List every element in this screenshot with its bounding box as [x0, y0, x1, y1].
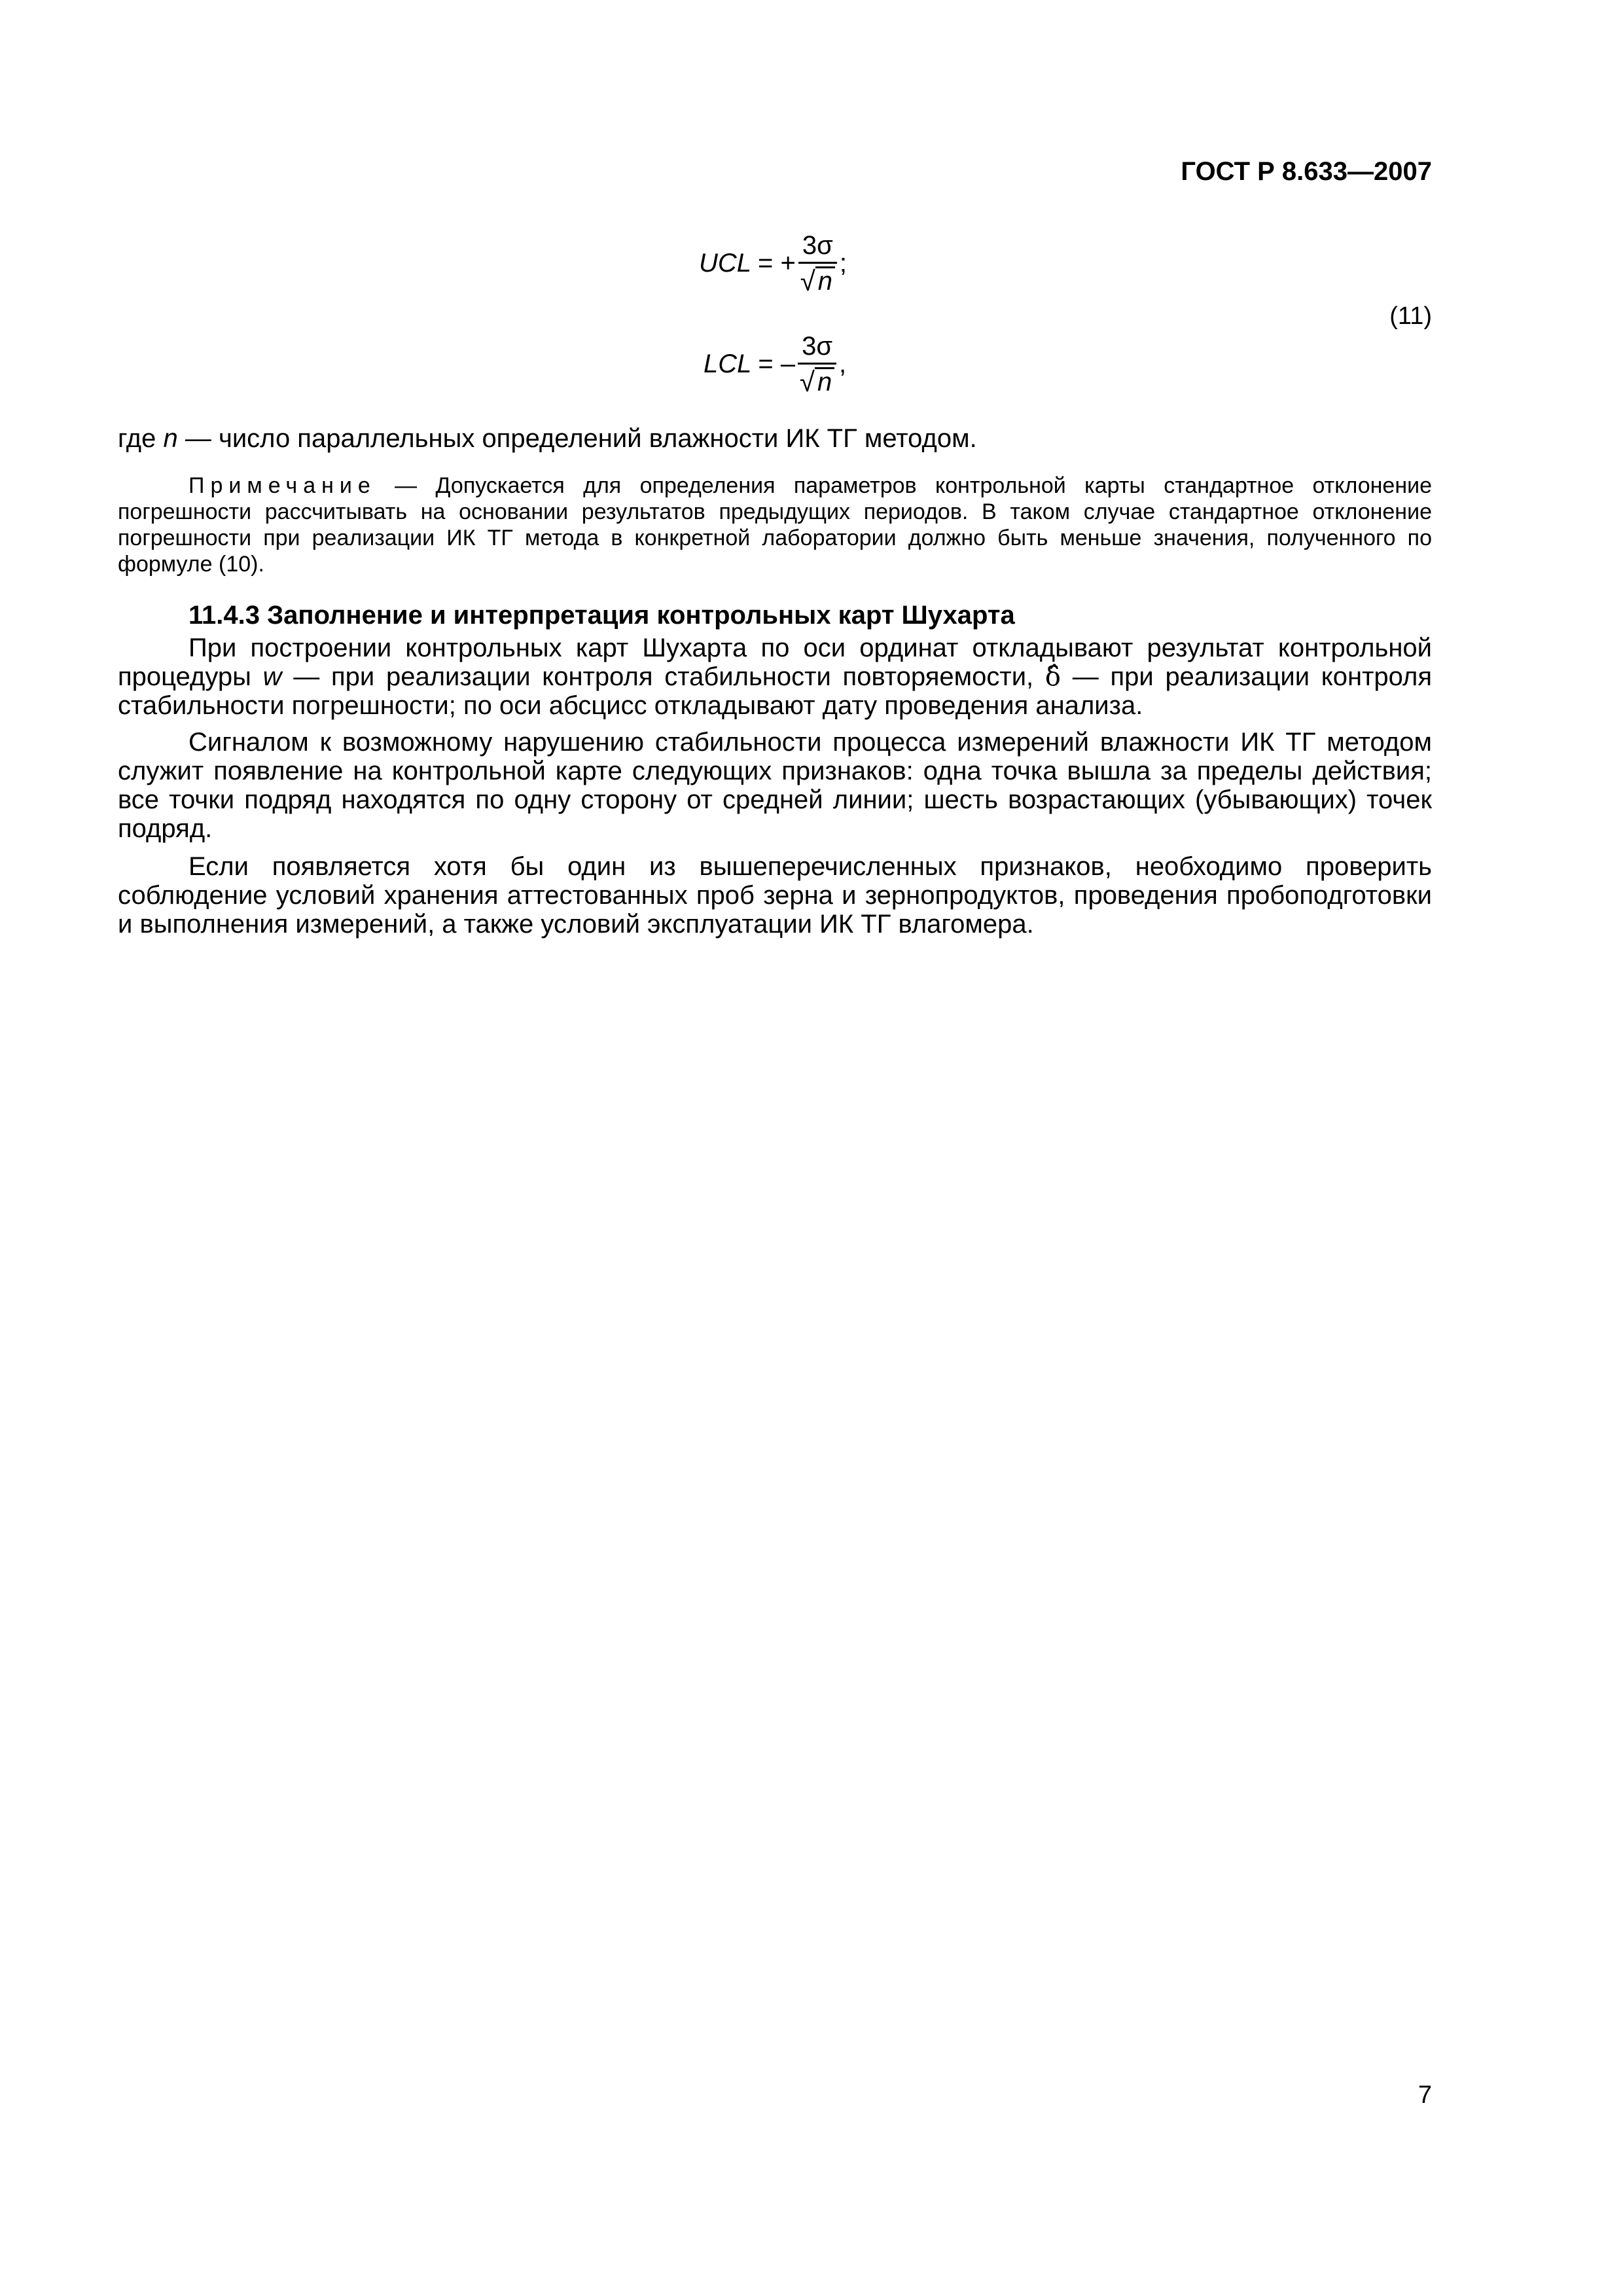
paragraph-1-part-a: При построении контрольных карт Шухарта по оси ординат откладывают результат контрольной процедуры	[118, 634, 1432, 691]
formula-lcl	[704, 331, 846, 397]
where-text: — число параллельных определений влажности ИК ТГ методом.	[177, 424, 977, 453]
formula-lcl-tail: ,	[839, 350, 847, 378]
note	[118, 473, 1432, 577]
where-var: n	[163, 424, 178, 453]
formula-lcl-eq: = –	[758, 350, 796, 378]
paragraph-3: Если появляется хотя бы один из вышеперечисленных признаков, необходимо проверить соблюдение условий хранения аттестованных проб зерна и зернопродуктов, проведения пробоподготовки и выполнения измерений, а также условий эксплуатации ИК ТГ влагомера.	[118, 852, 1432, 939]
note-label: Примечание	[188, 473, 376, 498]
formula-lcl-root-arg: n	[815, 367, 834, 395]
formula-ucl-tail: ;	[839, 249, 847, 278]
note-text: — Допускается для определения параметров контрольной карты стандартное отклонение погрешности рассчитывать на основании результатов предыдущих периодов. В таком случае стандартное отклонение погрешности при реализации ИК ТГ метода в конкретной лаборатории должно быть меньше значения, полученного по формуле (10).	[118, 473, 1432, 577]
paragraph-1-part-c: — при реализации контроля стабильности погрешности; по оси абсцисс откладывают дату проведения анализа.	[118, 662, 1432, 720]
sqrt-icon: √	[800, 266, 815, 296]
paragraph-1	[118, 634, 1432, 720]
formula-ucl-denominator	[800, 264, 835, 296]
formula-lcl-fraction	[798, 331, 836, 397]
where-prefix: где	[118, 424, 164, 453]
paragraph-2: Сигналом к возможному нарушению стабильности процесса измерений влажности ИК ТГ методом служит появление на контрольной карте следующих признаков: одна точка вышла за пределы действия; все точки подряд находятся по одну сторону от средней линии; шесть возрастающих (убывающих) точек подряд.	[118, 728, 1432, 843]
paragraph-1-delta: δ̂	[1044, 662, 1061, 692]
paragraph-1-part-b: — при реализации контроля стабильности повторяемости,	[281, 662, 1045, 691]
paragraph-1-var: w	[262, 662, 282, 691]
formula-lcl-lhs: LCL	[704, 350, 752, 378]
section-heading: 11.4.3 Заполнение и интерпретация контрольных карт Шухарта	[188, 601, 1015, 630]
formula-lcl-numerator: 3σ	[798, 331, 836, 365]
formula-lcl-denominator	[800, 365, 834, 397]
equation-number: (11)	[1389, 302, 1432, 330]
formula-ucl-lhs: UCL	[699, 249, 752, 278]
sqrt-icon: √	[799, 367, 815, 397]
document-id: ГОСТ Р 8.633—2007	[1181, 157, 1432, 186]
formula-ucl-eq: = +	[758, 249, 796, 278]
formula-ucl-numerator: 3σ	[798, 230, 837, 264]
page-number: 7	[1418, 2081, 1432, 2109]
formula-explanation	[118, 424, 1432, 453]
formula-ucl-root-arg: n	[815, 266, 835, 295]
formula-ucl	[699, 230, 847, 296]
formula-ucl-fraction	[798, 230, 837, 296]
